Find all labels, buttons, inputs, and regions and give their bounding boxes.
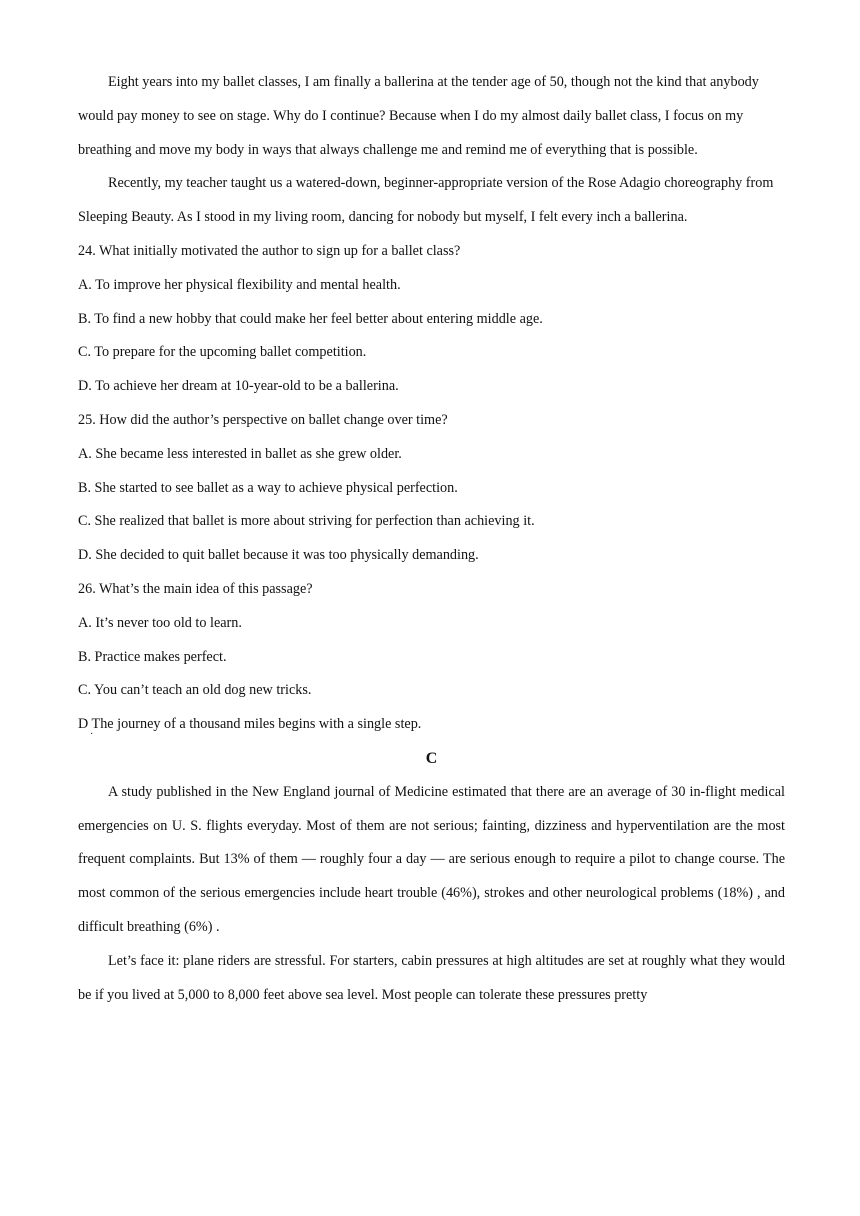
passage-paragraph: Let’s face it: plane riders are stressful. For starters, cabin pressures at high altitudes are set at roughly what they would be if you lived at 5,000 to 8,000 feet above sea level. Most people can tolerate these pressures pretty	[78, 952, 785, 1003]
question-stem: 24. What initially motivated the author to sign up for a ballet class?	[78, 242, 461, 259]
option-c: C. You can’t teach an old dog new tricks.	[78, 682, 312, 699]
option-a: A. To improve her physical flexibility and mental health.	[78, 276, 401, 293]
section-heading: C	[425, 749, 438, 767]
option-d: D. To achieve her dream at 10-year-old to be a ballerina.	[78, 378, 399, 395]
option-d: D. She decided to quit ballet because it was too physically demanding.	[78, 547, 479, 564]
question-25	[78, 404, 785, 573]
question-26	[78, 573, 785, 742]
passage-paragraph: A study published in the New England journal of Medicine estimated that there are an average of 30 in-flight medical emergencies on U. S. flights everyday. Most of them are not serious; fainting, dizziness and hyperventilation are the most frequent complaints. But 13% of them — roughly four a day — are serious enough to require a pilot to change course. The most common of the serious emergencies include heart trouble (46%), strokes and other neurological problems (18%) , and difficult breathing (6%) .	[78, 783, 785, 935]
option-d-text: D The journey of a thousand miles begins with a single step.	[78, 716, 422, 733]
option-a: A. It’s never too old to learn.	[78, 614, 242, 631]
passage-paragraph: Eight years into my ballet classes, I am finally a ballerina at the tender age of 50, though not the kind that anybody would pay money to see on stage. Why do I continue? Because when I do my almost daily ballet class, I focus on my breathing and move my body in ways that always challenge me and remind me of everything that is possible.	[78, 74, 759, 158]
question-24	[78, 235, 785, 404]
option-b: B. She started to see ballet as a way to achieve physical perfection.	[78, 479, 458, 496]
exam-page	[78, 66, 785, 1012]
question-stem: 26. What’s the main idea of this passage?	[78, 580, 313, 597]
question-stem: 25. How did the author’s perspective on ballet change over time?	[78, 411, 448, 428]
option-b: B. To find a new hobby that could make her feel better about entering middle age.	[78, 310, 543, 327]
option-b: B. Practice makes perfect.	[78, 648, 227, 665]
option-c: C. She realized that ballet is more about striving for perfection than achieving it.	[78, 513, 535, 530]
option-c: C. To prepare for the upcoming ballet competition.	[78, 344, 367, 361]
stray-dot-mark: ·	[90, 729, 94, 741]
passage-paragraph: Recently, my teacher taught us a watered-down, beginner-appropriate version of the Rose Adagio choreography from Sleeping Beauty. As I stood in my living room, dancing for nobody but myself, I felt every inch a ballerina.	[78, 175, 774, 226]
option-a: A. She became less interested in ballet as she grew older.	[78, 445, 402, 462]
option-d	[78, 708, 785, 742]
